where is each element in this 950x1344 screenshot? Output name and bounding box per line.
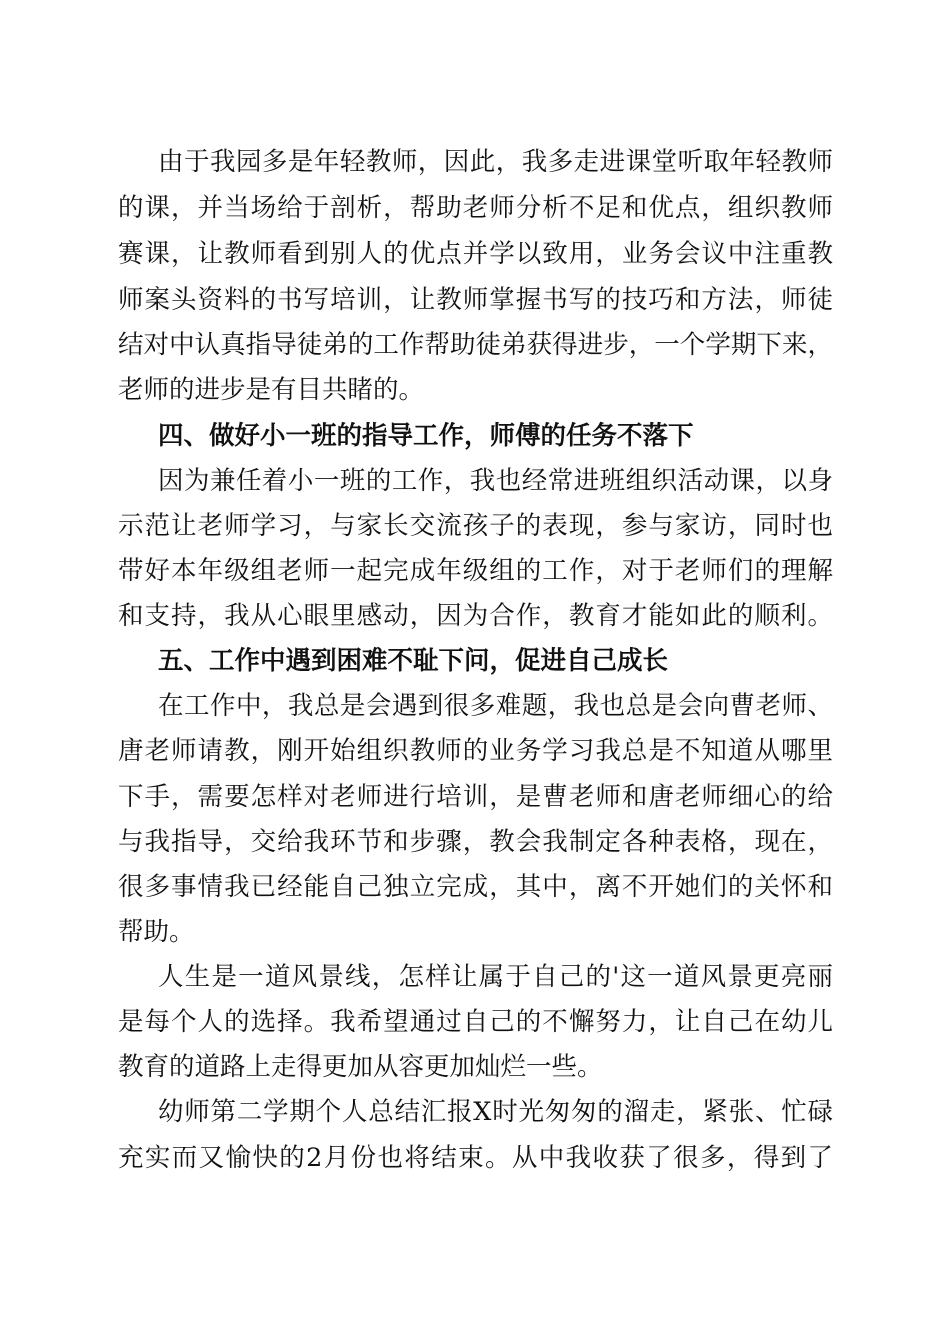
paragraph-1-line-1: 由于我园多是年轻教师，因此，我多走进课堂听取年轻教师 (158, 147, 833, 177)
paragraph-4-line-3: 教育的道路上走得更加从容更加灿烂一些。 (118, 1052, 603, 1082)
paragraph-3-line-5: 很多事情我已经能自己独立完成，其中，离不开她们的关怀和 (118, 872, 833, 902)
paragraph-3-line-2: 唐老师请教，刚开始组织教师的业务学习我总是不知道从哪里 (118, 736, 833, 766)
paragraph-5-line-1: 幼师第二学期个人总结汇报X时光匆匆的溜走，紧张、忙碌 (158, 1097, 833, 1127)
paragraph-1-line-2: 的课，并当场给于剖析，帮助老师分析不足和优点，组织教师 (118, 193, 833, 223)
paragraph-4-line-2: 是每个人的选择。我希望通过自己的不懈努力，让自己在幼儿 (118, 1007, 833, 1037)
paragraph-2-line-3: 带好本年级组老师一起完成年级组的工作，对于老师们的理解 (118, 556, 833, 586)
paragraph-4-line-1: 人生是一道风景线，怎样让属于自己的'这一道风景更亮丽 (158, 962, 833, 992)
paragraph-1-line-3: 赛课，让教师看到别人的优点并学以致用，业务会议中注重教 (118, 239, 833, 269)
paragraph-2-line-2: 示范让老师学习，与家长交流孩子的表现，参与家访，同时也 (118, 511, 833, 541)
paragraph-1-line-4: 师案头资料的书写培训，让教师掌握书写的技巧和方法，师徒 (118, 285, 833, 315)
section-heading-5: 五、工作中遇到困难不耻下问，促进自己成长 (158, 646, 669, 676)
paragraph-1-line-5: 结对中认真指导徒弟的工作帮助徒弟获得进步，一个学期下来， (118, 330, 833, 360)
paragraph-2-line-4: 和支持，我从心眼里感动，因为合作，教育才能如此的顺利。 (118, 601, 833, 631)
paragraph-3-line-3: 下手，需要怎样对老师进行培训，是曹老师和唐老师细心的给 (118, 782, 833, 812)
paragraph-3-line-1: 在工作中，我总是会遇到很多难题，我也总是会向曹老师、 (158, 691, 833, 721)
paragraph-5-line-2: 充实而又愉快的2月份也将结束。从中我收获了很多，得到了 (118, 1143, 833, 1173)
paragraph-3-line-4: 与我指导，交给我环节和步骤，教会我制定各种表格，现在， (118, 827, 833, 857)
paragraph-3-line-6: 帮助。 (118, 917, 195, 947)
paragraph-1-line-6: 老师的进步是有目共睹的。 (118, 375, 425, 405)
paragraph-2-line-1: 因为兼任着小一班的工作，我也经常进班组织活动课，以身 (158, 466, 833, 496)
section-heading-4: 四、做好小一班的指导工作，师傅的任务不落下 (158, 421, 694, 451)
